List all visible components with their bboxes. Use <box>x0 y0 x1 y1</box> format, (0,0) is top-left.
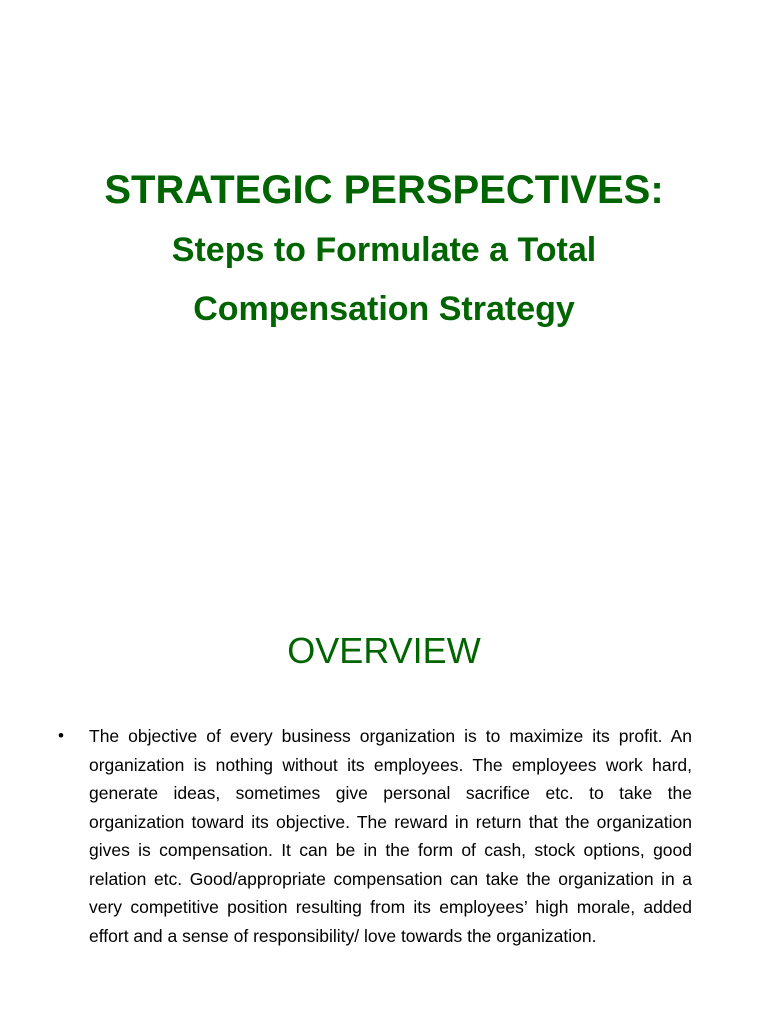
subtitle-line-1: Steps to Formulate a Total <box>171 231 597 269</box>
page-title: STRATEGIC PERSPECTIVES: <box>104 168 664 212</box>
overview-bullet-list <box>58 722 692 950</box>
bullet-icon: • <box>58 726 64 745</box>
title-block <box>0 160 768 338</box>
list-item <box>58 722 692 950</box>
overview-heading: OVERVIEW <box>287 630 481 671</box>
bullet-text: The objective of every business organization is to maximize its profit. An organization is nothing without its employees. The employees work hard, generate ideas, sometimes give personal sacrifice etc. to take the organization toward its objective. The reward in return that the organization gives is compensation. It can be in the form of cash, stock options, good relation etc. Good/appropriate compensation can take the organization in a very competitive position resulting from its employees’ high morale, added effort and a sense of responsibility/ love towards the organization. <box>89 726 692 946</box>
subtitle-line-2: Compensation Strategy <box>193 290 575 328</box>
